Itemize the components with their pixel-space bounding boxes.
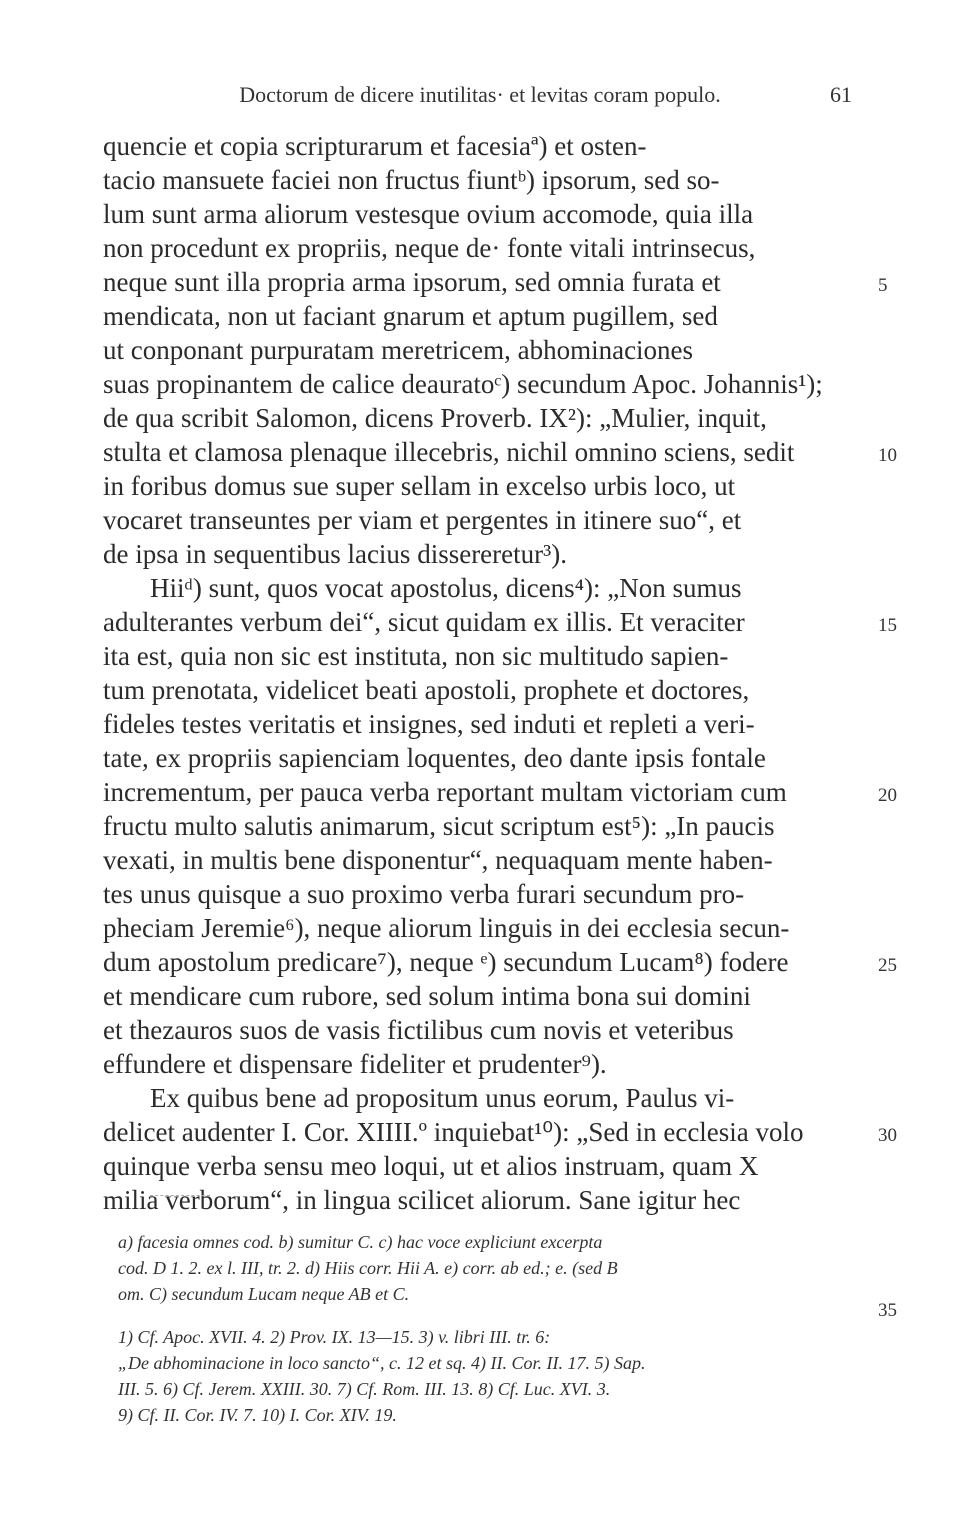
footnote-divider [150,1195,210,1196]
line-number: 25 [878,955,897,976]
body-line: adulterantes verbum dei“, sicut quidam ex illis. Et veraciter [103,607,745,637]
body-line: et thezauros suos de vasis fictilibus cum novis et veteribus [103,1015,734,1045]
body-line: vocaret transeuntes per viam et pergentes in itinere suo“, et [103,505,742,535]
footnote-line: III. 5. 6) Cf. Jerem. XXIII. 30. 7) Cf. Rom. III. 13. 8) Cf. Luc. XVI. 3. [118,1379,611,1399]
footnote-line: cod. D 1. 2. ex l. III, tr. 2. d) Hiis corr. Hii A. e) corr. ab ed.; e. (sed B [118,1258,618,1278]
body-line: non procedunt ex propriis, neque de· fonte vitali intrinsecus, [103,233,756,263]
page-number: 61 [830,82,852,107]
body-line: in foribus domus sue super sellam in excelso urbis loco, ut [103,471,736,501]
body-line: effundere et dispensare fideliter et prudenter⁹). [103,1049,607,1079]
body-line: fideles testes veritatis et insignes, sed induti et repleti a veri- [103,709,755,739]
footnote-line: „De abhominacione in loco sancto“, c. 12 et sq. 4) II. Cor. II. 17. 5) Sap. [118,1353,646,1373]
line-number: 15 [878,615,897,636]
body-line: quinque verba sensu meo loqui, ut et alios instruam, quam X [103,1151,759,1181]
body-line: ita est, quia non sic est instituta, non sic multitudo sapien- [103,641,729,671]
line-number: 20 [878,785,897,806]
footnote-line: a) facesia omnes cod. b) sumitur C. c) hac voce expliciunt excerpta [118,1232,603,1252]
body-line: milia verborum“, in lingua scilicet aliorum. Sane igitur hec [103,1185,741,1215]
body-line: stulta et clamosa plenaque illecebris, nichil omnino sciens, sedit [103,437,795,467]
body-line: Ex quibus bene ad propositum unus eorum, Paulus vi- [150,1083,735,1113]
body-line: vexati, in multis bene disponentur“, nequaquam mente haben- [103,845,773,875]
body-line: fructu multo salutis animarum, sicut scriptum est⁵): „In paucis [103,811,775,841]
line-number: 30 [878,1125,897,1146]
body-line: delicet audenter I. Cor. XIIII.º inquiebat¹⁰): „Sed in ecclesia volo [103,1117,804,1147]
line-number: 5 [878,275,888,296]
line-number: 35 [878,1300,897,1321]
body-line: lum sunt arma aliorum vestesque ovium accomode, quia illa [103,199,754,229]
body-line: pheciam Jeremie⁶), neque aliorum linguis in dei ecclesia secun- [103,913,790,943]
body-line: mendicata, non ut faciant gnarum et aptum pugillem, sed [103,301,718,331]
body-line: dum apostolum predicare⁷), neque ᵉ) secundum Lucam⁸) fodere [103,947,789,977]
body-line: incrementum, per pauca verba reportant multam victoriam cum [103,777,787,807]
footnote-line: om. C) secundum Lucam neque AB et C. [118,1284,410,1304]
body-line: Hiiᵈ) sunt, quos vocat apostolus, dicens⁴): „Non sumus [150,573,742,603]
body-line: de qua scribit Salomon, dicens Proverb. IX²): „Mulier, inquit, [103,403,767,433]
body-line: tum prenotata, videlicet beati apostoli, prophete et doctores, [103,675,750,705]
body-line: ut conponant purpuratam meretricem, abhominaciones [103,335,694,365]
body-line: suas propinantem de calice deauratoᶜ) secundum Apoc. Johannis¹); [103,369,823,399]
body-line: tes unus quisque a suo proximo verba furari secundum pro- [103,879,745,909]
body-line: quencie et copia scripturarum et facesiaª) et osten- [103,131,647,161]
body-line: de ipsa in sequentibus lacius dissereretur³). [103,539,567,569]
body-line: neque sunt illa propria arma ipsorum, sed omnia furata et [103,267,721,297]
line-number: 10 [878,445,897,466]
footnote-line: 9) Cf. II. Cor. IV. 7. 10) I. Cor. XIV. 19. [118,1405,397,1425]
running-title: Doctorum de dicere inutilitas· et levitas coram populo. [239,82,721,107]
body-line: tacio mansuete faciei non fructus fiuntᵇ) ipsorum, sed so- [103,165,720,195]
footnote-line: 1) Cf. Apoc. XVII. 4. 2) Prov. IX. 13—15. 3) v. libri III. tr. 6: [118,1327,551,1347]
body-line: et mendicare cum rubore, sed solum intima bona sui domini [103,981,751,1011]
body-line: tate, ex propriis sapienciam loquentes, deo dante ipsis fontale [103,743,766,773]
